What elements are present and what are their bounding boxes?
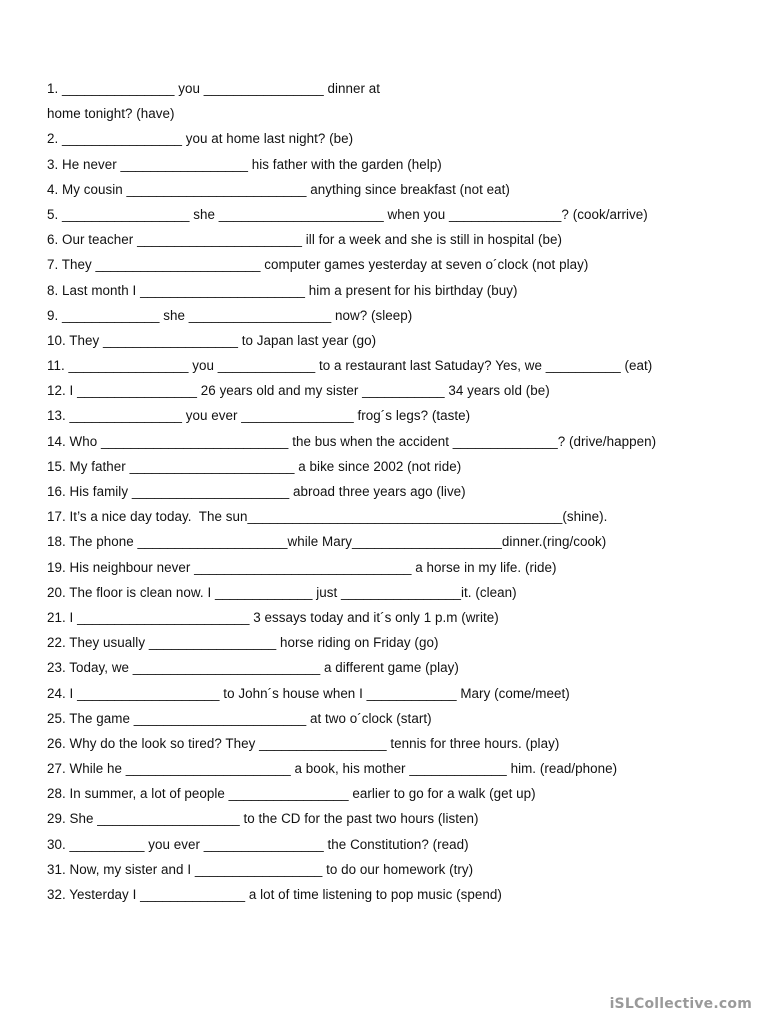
worksheet-line: 4. My cousin ________________________ anything since breakfast (not eat) xyxy=(47,181,510,197)
worksheet-line: 17. It’s a nice day today. The sun__________________________________________(shine). xyxy=(47,509,608,525)
worksheet-line: 20. The floor is clean now. I _____________ just ________________it. (clean) xyxy=(47,584,517,600)
worksheet-line: 3. He never _________________ his father with the garden (help) xyxy=(47,156,442,172)
worksheet-line: 2. ________________ you at home last night? (be) xyxy=(47,131,354,147)
worksheet-line: 8. Last month I ______________________ him a present for his birthday (buy) xyxy=(47,282,518,298)
worksheet-line: 30. __________ you ever ________________ the Constitution? (read) xyxy=(47,836,469,852)
worksheet-line: home tonight? (have) xyxy=(47,106,175,122)
worksheet-line: 13. _______________ you ever _______________ frog´s legs? (taste) xyxy=(47,408,471,424)
worksheet-line: 28. In summer, a lot of people ________________ earlier to go for a walk (get up) xyxy=(47,786,536,802)
worksheet-line: 12. I ________________ 26 years old and my sister ___________ 34 years old (be) xyxy=(47,383,550,399)
worksheet-line: 19. His neighbour never _____________________________ a horse in my life. (ride) xyxy=(47,559,557,575)
worksheet-line: 9. _____________ she ___________________ now? (sleep) xyxy=(47,307,413,323)
worksheet-line: 10. They __________________ to Japan last year (go) xyxy=(47,332,377,348)
worksheet-line: 14. Who _________________________ the bus when the accident ______________? (drive/happen) xyxy=(47,433,657,449)
watermark: iSLCollective.com xyxy=(609,996,752,1012)
worksheet-line: 16. His family _____________________ abroad three years ago (live) xyxy=(47,484,466,499)
worksheet-line: 25. The game _______________________ at two o´clock (start) xyxy=(47,710,432,726)
worksheet-line: 6. Our teacher ______________________ ill for a week and she is still in hospital (be) xyxy=(47,232,562,248)
worksheet-line: 27. While he ______________________ a book, his mother _____________ him. (read/phone) xyxy=(47,761,618,777)
worksheet-line: 5. _________________ she ______________________ when you _______________? (cook/arrive) xyxy=(47,206,648,222)
worksheet-line: 26. Why do the look so tired? They _________________ tennis for three hours. (play) xyxy=(47,735,560,751)
worksheet-line: 32. Yesterday I ______________ a lot of time listening to pop music (spend) xyxy=(47,887,502,902)
worksheet-line: 31. Now, my sister and I _________________ to do our homework (try) xyxy=(47,861,474,877)
worksheet-line: 23. Today, we _________________________ a different game (play) xyxy=(47,660,459,676)
worksheet xyxy=(47,76,727,907)
worksheet-line: 29. She ___________________ to the CD for the past two hours (listen) xyxy=(47,811,479,827)
worksheet-line: 15. My father ______________________ a bike since 2002 (not ride) xyxy=(47,458,462,474)
worksheet-line: 24. I ___________________ to John´s house when I ____________ Mary (come/meet) xyxy=(47,685,570,701)
worksheet-line: 21. I _______________________ 3 essays today and it´s only 1 p.m (write) xyxy=(47,609,499,625)
worksheet-line: 7. They ______________________ computer games yesterday at seven o´clock (not play) xyxy=(47,257,589,273)
worksheet-line: 18. The phone ____________________while Mary____________________dinner.(ring/cook) xyxy=(47,534,607,550)
worksheet-line: 22. They usually _________________ horse riding on Friday (go) xyxy=(47,635,439,651)
worksheet-line: 11. ________________ you _____________ to a restaurant last Satuday? Yes, we __________ (eat) xyxy=(47,358,653,374)
worksheet-line: 1. _______________ you ________________ dinner at xyxy=(47,81,381,96)
